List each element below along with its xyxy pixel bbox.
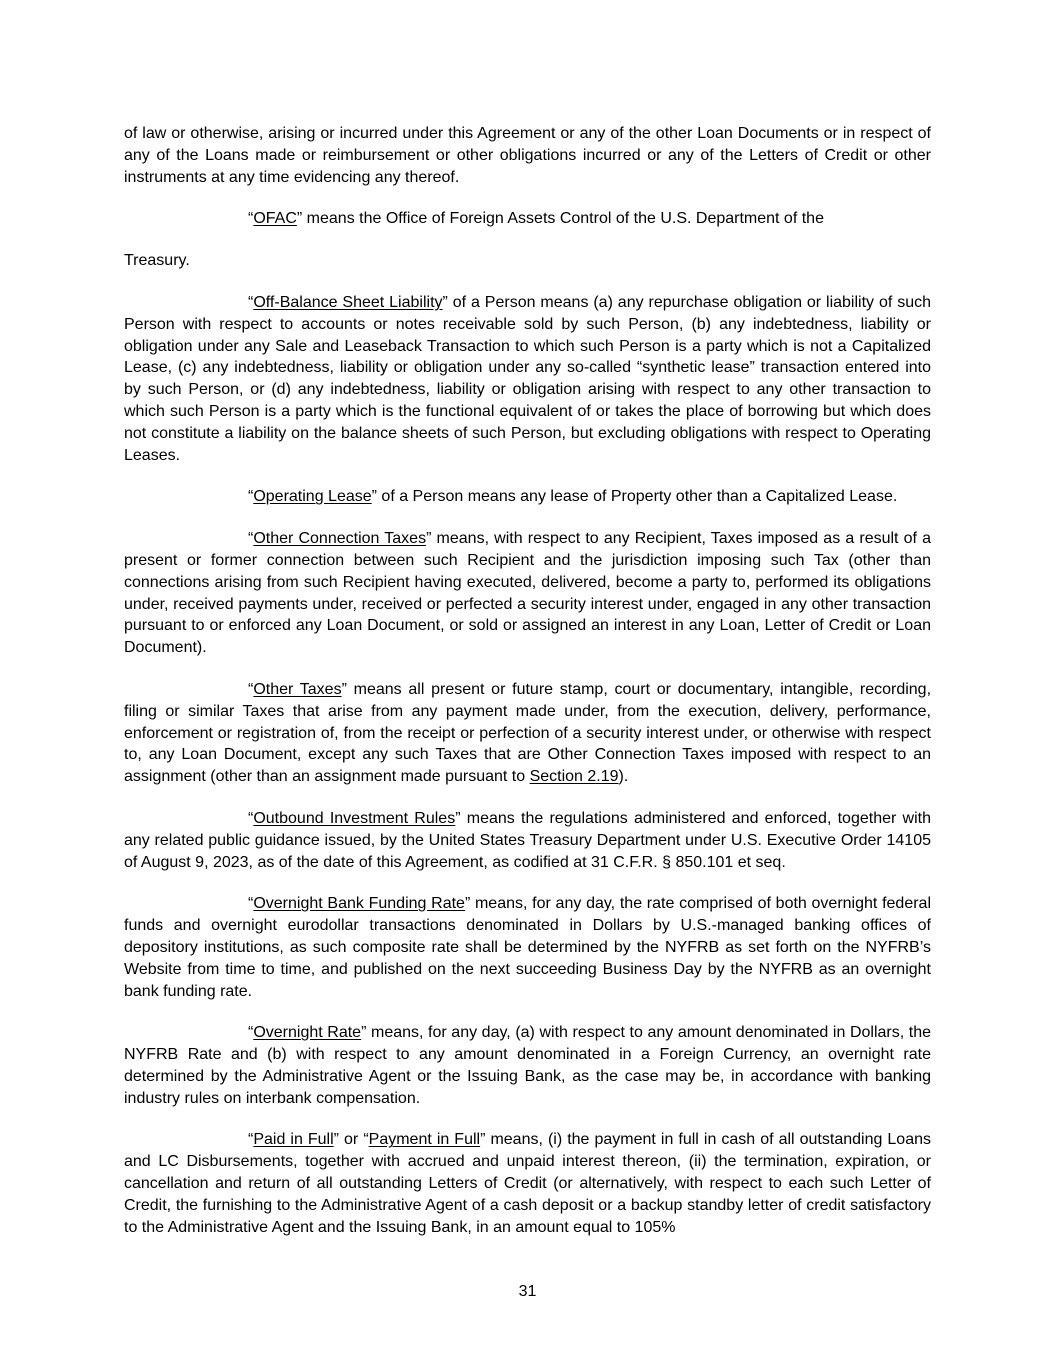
definition-operating-lease: “Operating Lease” of a Person means any lease of Property other than a Capitalized Lease. [248,488,898,506]
definition-overnight-rate: “Overnight Rate” means, for any day, (a) with respect to any amount denominated in Dollars, the NYFRB Rate and (b) with respect to any amount denominated in a Foreign Currency, an overnight rate determined by the Administrative Agent or the Issuing Bank, as the case may be, in accordance with banking industry rules on interbank compensation. [124,1024,932,1107]
defined-term-payment-in-full: Payment in Full [368,1131,481,1149]
defined-term-paid-in-full: Paid in Full [253,1131,334,1149]
defined-term-ofac: OFAC [253,210,297,228]
defined-term-outbound-investment-rules: Outbound Investment Rules [253,809,456,827]
defined-term-other-connection-taxes: Other Connection Taxes [253,530,427,548]
definition-text: means all present or future stamp, court or documentary, intangible, recording, filing or similar Taxes that arise from any payment made under, from the execution, delivery, performance, enforcement or registration of, from the receipt or perfection of a security interest under, or otherwise with respect to, any Loan Document, except any such Taxes that are Other Connection Taxes imposed with respect to an assignment (other than an assignment made pursuant to [124,680,932,786]
defined-term-overnight-rate: Overnight Rate [253,1024,362,1042]
section-reference-link[interactable]: Section 2.19 [529,768,619,786]
definition-text: means the Office of Foreign Assets Control of the U.S. Department of the [302,210,824,228]
definition-text: of a Person means (a) any repurchase obligation or liability of such Person with respect to accounts or notes receivable sold by such Person, (b) any indebtedness, liability or obligation under any Sale and Leaseback Transaction to which such Person is a party which is not a Capitalized Lease, (c) any indebtedness, liability or obligation under any so-called “synthetic lease” transaction entered into by such Person, or (d) any indebtedness, liability or obligation arising with respect to any other transaction to which such Person is a party which is the functional equivalent of or takes the place of borrowing but which does not constitute a liability on the balance sheets of such Person, but excluding obligations with respect to Operating Leases. [124,293,931,464]
definition-text: means, for any day, the rate comprised of both overnight federal funds and overnight eurodollar transactions denominated in Dollars by U.S.-managed banking offices of depository institutions, as such composite rate shall be determined by the NYFRB as set forth on the NYFRB’s Website from time to time, and published on the next succeeding Business Day by the NYFRB as an overnight bank funding rate. [124,895,931,1000]
definition-other-connection-taxes: “Other Connection Taxes” means, with respect to any Recipient, Taxes imposed as a result of a present or former connection between such Recipient and the jurisdiction imposing such Tax (other than connections arising from such Recipient having executed, delivered, become a party to, performed its obligations under, received payments under, received or perfected a security interest under, engaged in any other transaction pursuant to or enforced any Loan Document, or sold or assigned an interest in any Loan, Letter of Credit or Loan Document). [124,530,932,657]
definition-ofac-tail: Treasury. [124,252,190,270]
defined-term-overnight-bank-funding-rate: Overnight Bank Funding Rate [253,895,465,913]
defined-term-other-taxes: Other Taxes [253,680,342,698]
definition-outbound-investment-rules: “Outbound Investment Rules” means the regulations administered and enforced, together with any related public guidance issued, by the United States Treasury Department under U.S. Executive Order 14105 of August 9, 2023, as of the date of this Agreement, as codified at 31 C.F.R. § 850.101 et seq. [124,809,931,871]
definition-connector: or [339,1131,364,1149]
definition-other-taxes: “Other Taxes” means all present or future stamp, court or documentary, intangible, recording, filing or similar Taxes that arise from any payment made under, from the execution, delivery, performance, enforcement or registration of, from the receipt or perfection of a security interest under, or otherwise with respect to, any Loan Document, except any such Taxes that are Other Connection Taxes imposed with respect to an assignment (other than an assignment made pursuant to Section 2.19). [124,680,932,786]
definition-paid-in-full: “Paid in Full” or “Payment in Full” means, (i) the payment in full in cash of all outstanding Loans and LC Disbursements, together with accrued and unpaid interest thereon, (ii) the termination, expiration, or cancellation and return of all outstanding Letters of Credit (or alternatively, with respect to each such Letter of Credit, the furnishing to the Administrative Agent of a cash deposit or a backup standby letter of credit satisfactory to the Administrative Agent and the Issuing Bank, in an amount equal to 105% [124,1131,932,1236]
definition-text: means the regulations administered and enforced, together with any related public guidance issued, by the United States Treasury Department under U.S. Executive Order 14105 of August 9, 2023, as of the date of this Agreement, as codified at 31 C.F.R. § 850.101 et seq. [124,809,931,871]
definition-text: of a Person means any lease of Property other than a Capitalized Lease. [376,488,898,506]
definition-text-end: ). [618,768,629,786]
definition-off-balance-sheet-liability: “Off-Balance Sheet Liability” of a Person means (a) any repurchase obligation or liability of such Person with respect to accounts or notes receivable sold by such Person, (b) any indebtedness, liability or obligation under any Sale and Leaseback Transaction to which such Person is a party which is not a Capitalized Lease, (c) any indebtedness, liability or obligation under any so-called “synthetic lease” transaction entered into by such Person, or (d) any indebtedness, liability or obligation arising with respect to any other transaction to which such Person is a party which is the functional equivalent of or takes the place of borrowing but which does not constitute a liability on the balance sheets of such Person, but excluding obligations with respect to Operating Leases. [124,293,931,464]
page-number: 31 [518,1283,537,1300]
document-page-body [124,123,931,1258]
definition-text: means, (i) the payment in full in cash of all outstanding Loans and LC Disbursements, together with accrued and unpaid interest thereon, (ii) the termination, expiration, or cancellation and return of all outstanding Letters of Credit (or alternatively, with respect to each such Letter of Credit, the furnishing to the Administrative Agent of a cash deposit or a backup standby letter of credit satisfactory to the Administrative Agent and the Issuing Bank, in an amount equal to 105% [124,1131,932,1236]
definition-text: means, for any day, (a) with respect to any amount denominated in Dollars, the NYFRB Rate and (b) with respect to any amount denominated in a Foreign Currency, an overnight rate determined by the Administrative Agent or the Issuing Bank, as the case may be, in accordance with banking industry rules on interbank compensation. [124,1024,932,1107]
defined-term-operating-lease: Operating Lease [253,488,372,506]
definition-overnight-bank-funding-rate: “Overnight Bank Funding Rate” means, for any day, the rate comprised of both overnight federal funds and overnight eurodollar transactions denominated in Dollars by U.S.-managed banking offices of depository institutions, as such composite rate shall be determined by the NYFRB as set forth on the NYFRB’s Website from time to time, and published on the next succeeding Business Day by the NYFRB as an overnight bank funding rate. [124,895,931,1000]
definition-text: means, with respect to any Recipient, Taxes imposed as a result of a present or former connection between such Recipient and the jurisdiction imposing such Tax (other than connections arising from such Recipient having executed, delivered, become a party to, performed its obligations under, received payments under, received or perfected a security interest under, engaged in any other transaction pursuant to or enforced any Loan Document, or sold or assigned an interest in any Loan, Letter of Credit or Loan Document). [124,530,932,657]
defined-term-off-balance-sheet-liability: Off-Balance Sheet Liability [253,293,443,311]
paragraph-continuation: of law or otherwise, arising or incurred under this Agreement or any of the other Loan Documents or in respect of any of the Loans made or reimbursement or other obligations incurred or any of the Letters of Credit or other instruments at any time evidencing any thereof. [124,125,931,186]
definition-ofac: “OFAC” means the Office of Foreign Assets Control of the U.S. Department of the [248,210,824,228]
